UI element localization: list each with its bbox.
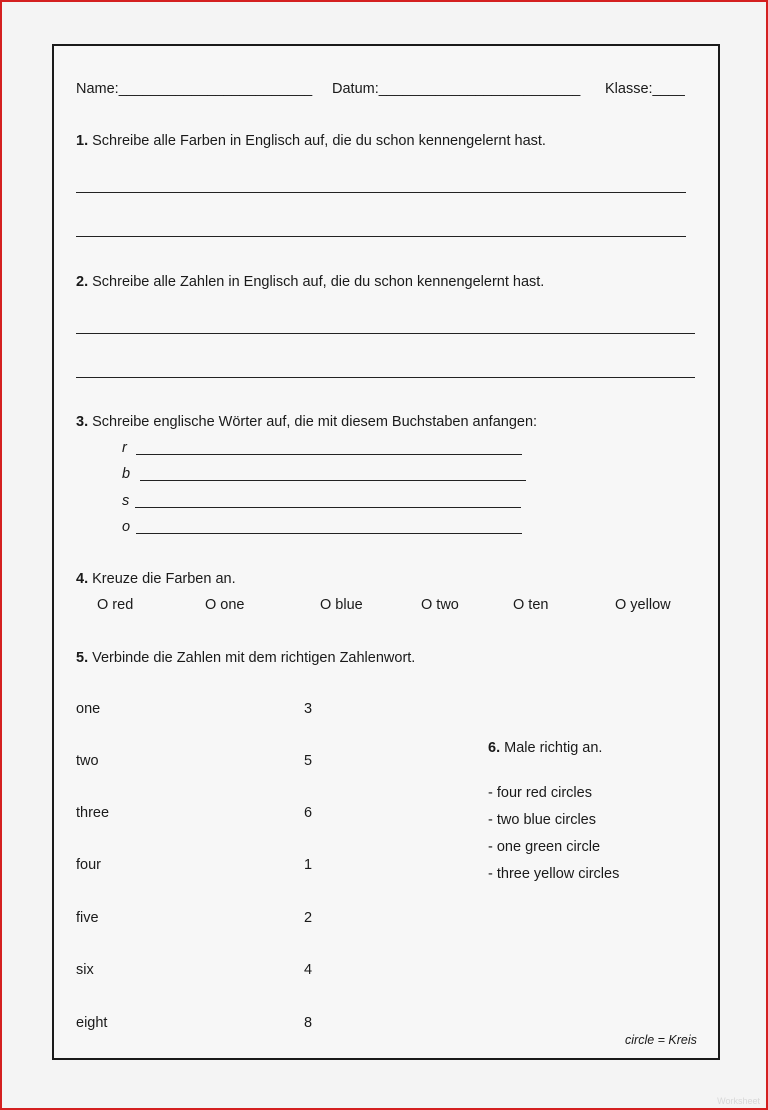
word-five[interactable]: five [76, 910, 99, 926]
task3-text: Schreibe englische Wörter auf, die mit diesem Buchstaben anfangen: [92, 414, 538, 430]
task3-number: 3. [76, 414, 89, 430]
option-yellow[interactable]: O yellow [615, 597, 671, 613]
option-one[interactable]: O one [205, 597, 245, 613]
task6-item-green: - one green circle [488, 839, 601, 855]
letter-b: b [122, 466, 131, 482]
task6-item-red: - four red circles [488, 785, 592, 801]
task5-number: 5. [76, 650, 89, 666]
word-three[interactable]: three [76, 805, 110, 821]
task6-item-blue: - two blue circles [488, 812, 596, 828]
option-two[interactable]: O two [421, 597, 459, 613]
task4-heading [76, 570, 236, 588]
task2-text: Schreibe alle Zahlen in Englisch auf, die du schon kennengelernt hast. [92, 274, 545, 290]
task1-answer-line-2[interactable] [76, 236, 686, 237]
letter-o: o [122, 519, 131, 535]
watermark: Worksheet [717, 1096, 760, 1106]
task4-number: 4. [76, 571, 89, 587]
class-field[interactable]: Klasse:____ [605, 81, 685, 97]
option-red[interactable]: O red [97, 597, 134, 613]
task2-number: 2. [76, 274, 89, 290]
task5-heading [76, 649, 415, 667]
task6-item-yellow: - three yellow circles [488, 866, 620, 882]
letter-s-line[interactable] [135, 507, 521, 508]
option-blue[interactable]: O blue [320, 597, 363, 613]
word-two[interactable]: two [76, 753, 99, 769]
word-one[interactable]: one [76, 701, 101, 717]
task5-text: Verbinde die Zahlen mit dem richtigen Zahlenwort. [92, 650, 416, 666]
task2-heading [76, 273, 544, 291]
footnote: circle = Kreis [625, 1033, 697, 1047]
task1-answer-line-1[interactable] [76, 192, 686, 193]
number-8[interactable]: 8 [304, 1015, 313, 1031]
word-six[interactable]: six [76, 962, 94, 978]
letter-o-line[interactable] [136, 533, 522, 534]
task1-text: Schreibe alle Farben in Englisch auf, die du schon kennengelernt hast. [92, 133, 546, 149]
task4-text: Kreuze die Farben an. [92, 571, 236, 587]
task3-heading [76, 413, 537, 431]
option-ten[interactable]: O ten [513, 597, 549, 613]
number-3[interactable]: 3 [304, 701, 313, 717]
task6-heading [488, 739, 602, 757]
task6-text: Male richtig an. [504, 740, 603, 756]
task2-answer-line-2[interactable] [76, 377, 695, 378]
letter-r-line[interactable] [136, 454, 522, 455]
worksheet [52, 44, 720, 1060]
task6-number: 6. [488, 740, 501, 756]
letter-s: s [122, 493, 130, 509]
task1-number: 1. [76, 133, 89, 149]
number-4[interactable]: 4 [304, 962, 313, 978]
task1-heading [76, 132, 546, 150]
number-5[interactable]: 5 [304, 753, 313, 769]
letter-r: r [122, 440, 127, 456]
word-four[interactable]: four [76, 857, 101, 873]
task2-answer-line-1[interactable] [76, 333, 695, 334]
word-eight[interactable]: eight [76, 1015, 108, 1031]
date-field[interactable]: Datum:_________________________ [332, 81, 581, 97]
name-field[interactable]: Name:________________________ [76, 81, 313, 97]
number-6[interactable]: 6 [304, 805, 313, 821]
number-1[interactable]: 1 [304, 857, 313, 873]
letter-b-line[interactable] [140, 480, 526, 481]
number-2[interactable]: 2 [304, 910, 313, 926]
